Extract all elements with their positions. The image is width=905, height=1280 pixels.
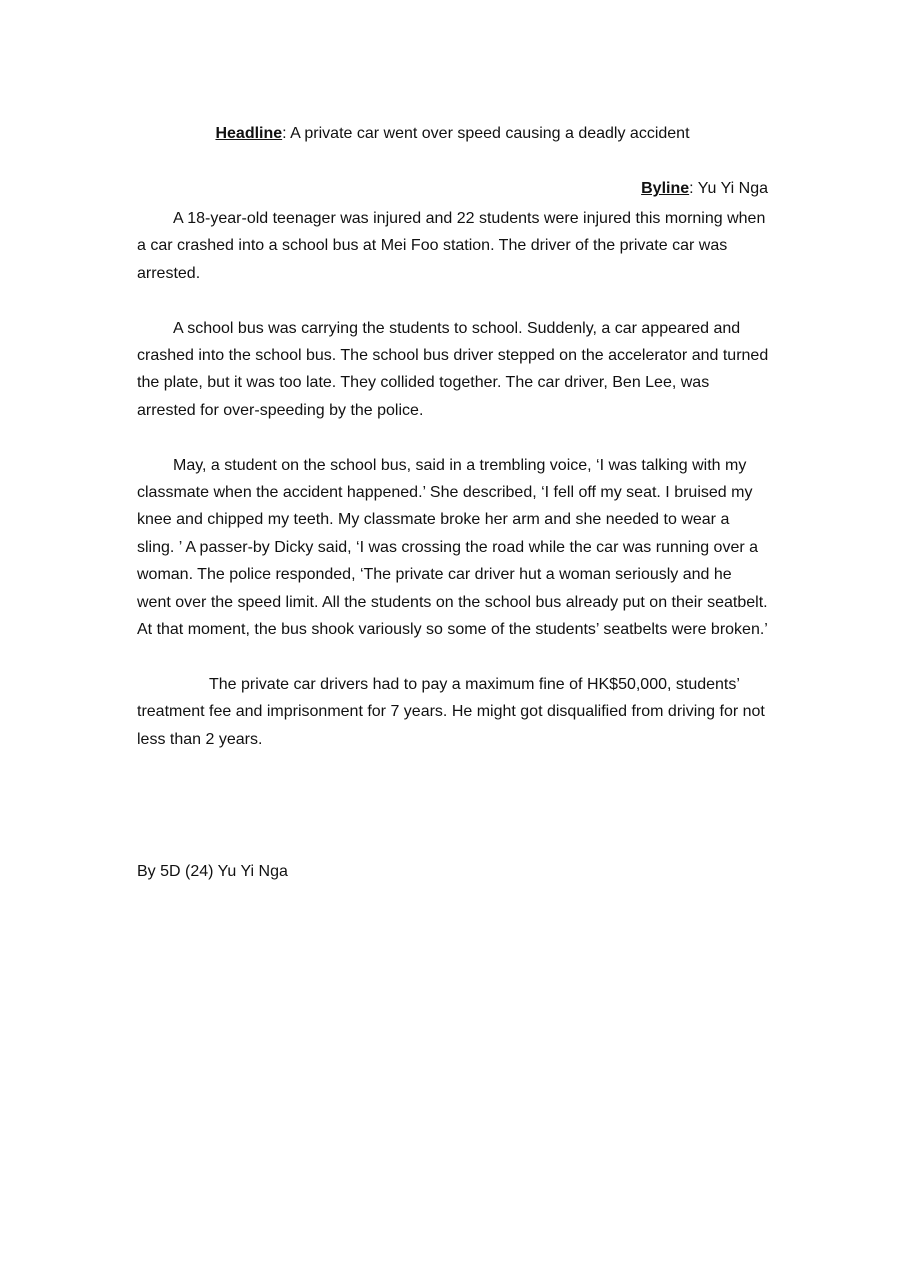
paragraph-witness-quotes: May, a student on the school bus, said in a trembling voice, ‘I was talking with my classmate when the accident happened.’ She described, ‘I fell off my seat. I bruised my knee and chipped my teeth. My classmate broke her arm and she needed to wear a sling. ’ A passer-by Dicky said, ‘I was crossing the road while the car was running over a woman. The police responded, ‘The private car driver hut a woman seriously and he went over the speed limit. All the students on the school bus already put on their seatbelt. At that moment, the bus shook variously so some of the students’ seatbelts were broken.’ [137, 456, 768, 639]
paragraph-incident: A school bus was carrying the students to school. Suddenly, a car appeared and crashed into the school bus. The school bus driver stepped on the accelerator and turned the plate, but it was too late. They collided together. The car driver, Ben Lee, was arrested for over-speeding by the police. [137, 319, 769, 419]
paragraph-penalty: The private car drivers had to pay a maximum fine of HK$50,000, students’ treatment fee and imprisonment for 7 years. He might got disqualified from driving for not less than 2 years. [137, 675, 765, 748]
byline-label: Byline [641, 180, 690, 197]
byline [641, 178, 768, 200]
paragraph-lead: A 18-year-old teenager was injured and 22 students were injured this morning when a car crashed into a school bus at Mei Foo station. The driver of the private car was arrested. [137, 210, 766, 282]
headline [0, 123, 905, 145]
headline-label: Headline [215, 125, 283, 142]
byline-text: : Yu Yi Nga [689, 180, 768, 197]
headline-text: : A private car went over speed causing a deadly accident [282, 125, 690, 142]
article-body [137, 205, 769, 780]
author-signature: By 5D (24) Yu Yi Nga [137, 863, 288, 880]
